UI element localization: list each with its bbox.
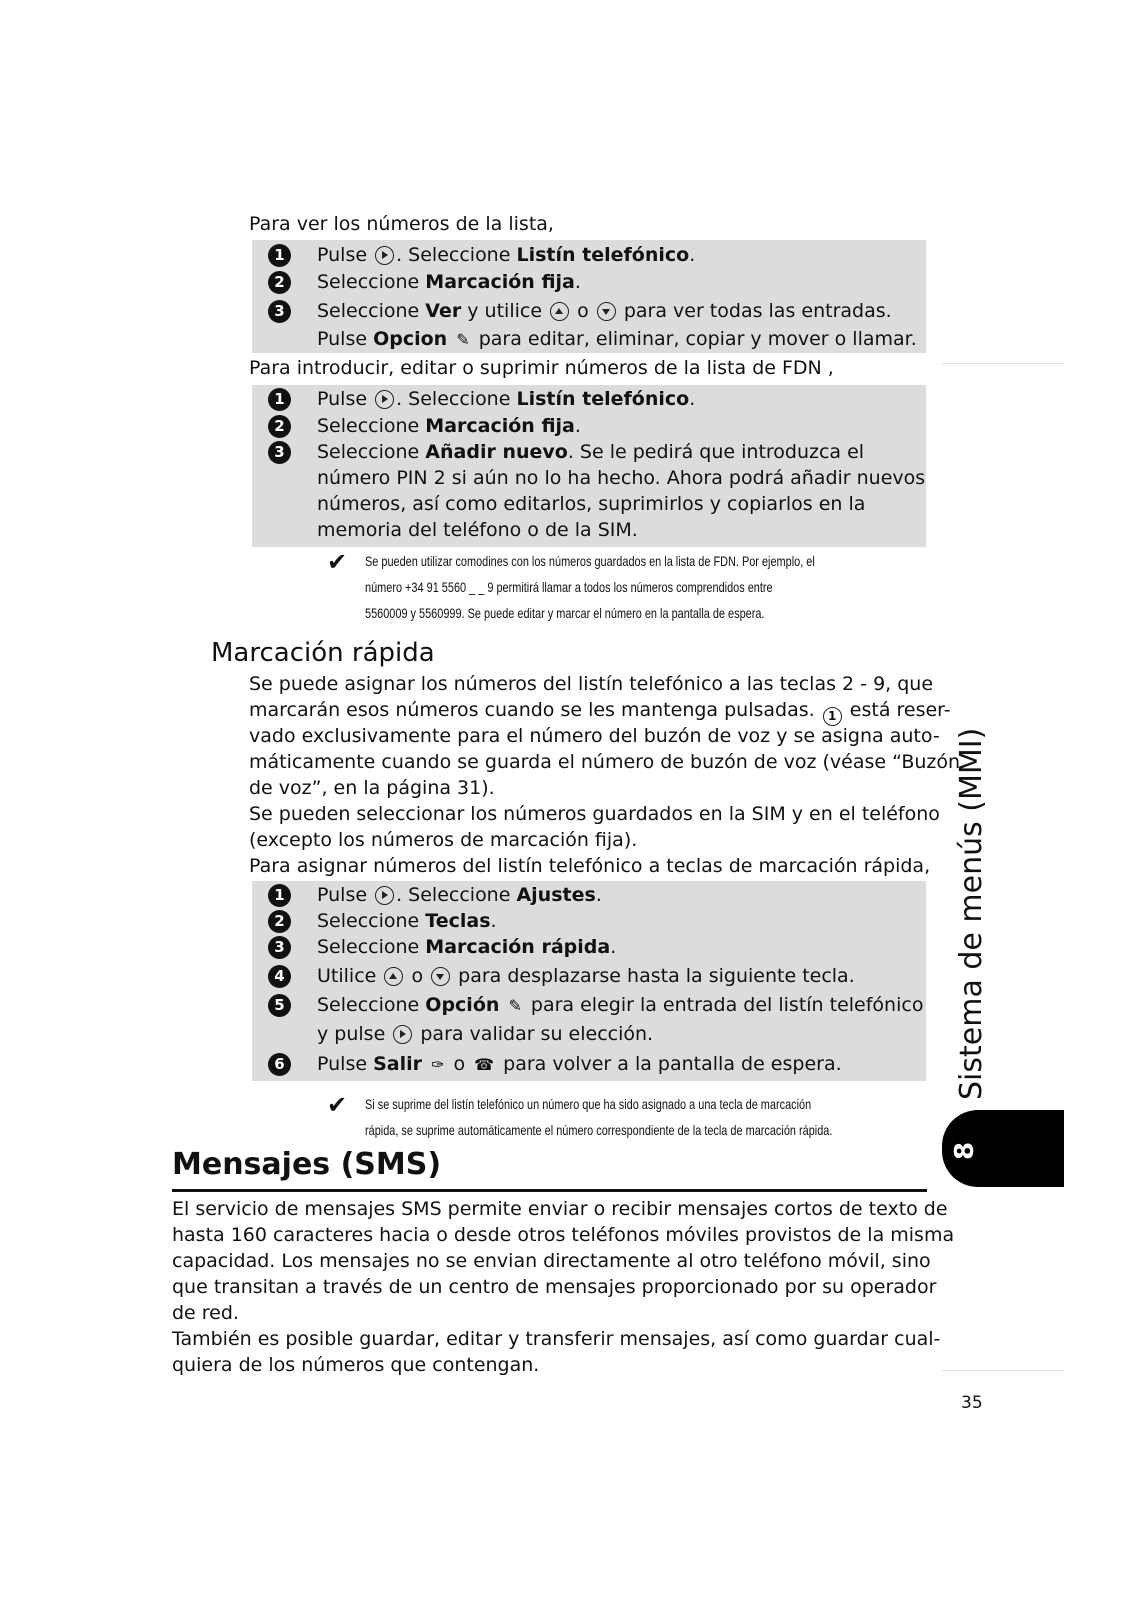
fdn-note-line-3: 5560009 y 5560999. Se puede editar y marcar el número en la pantalla de espera. bbox=[365, 605, 765, 621]
speed-dial-p1-l3: vado exclusivamente para el número del buzón de voz y se asigna auto- bbox=[249, 725, 940, 747]
nav-right-key-icon bbox=[375, 390, 394, 409]
soft-key-left-icon: ✎ bbox=[456, 330, 470, 349]
speed-dial-p2-l1: Se pueden seleccionar los números guardados en la SIM y en el teléfono bbox=[249, 803, 940, 825]
sms-line-5: de red. bbox=[172, 1302, 239, 1324]
step-number: 1 bbox=[268, 388, 291, 411]
nav-right-key-icon bbox=[393, 1025, 412, 1044]
step-number: 1 bbox=[268, 884, 291, 907]
page-number: 35 bbox=[961, 1393, 983, 1413]
speed-dial-steps: 1 Pulse . Seleccione Ajustes. 2 Seleccione Teclas. 3 Seleccione Marcación rápida. 4 Utilice o para desplazarse hasta la siguiente tecla. 5 Seleccione Opción ✎ para elegir la entrada del listín telefónico y pulse para validar su elección. 6 Pulse Salir ✑ o ☎ para volver a la pantalla de espera. bbox=[252, 881, 926, 1081]
nav-right-key-icon bbox=[375, 246, 394, 265]
sms-line-4: que transitan a través de un centro de mensajes proporcionado por su operador bbox=[172, 1276, 937, 1298]
fdn-edit-intro: Para introducir, editar o suprimir números de la lista de FDN , bbox=[249, 357, 834, 379]
speed-dial-p1-l5: de voz”, en la página 31). bbox=[249, 777, 495, 799]
chapter-tab bbox=[942, 1110, 1064, 1187]
nav-up-key-icon bbox=[384, 967, 403, 986]
step-number: 2 bbox=[268, 415, 291, 438]
step-number: 2 bbox=[268, 910, 291, 933]
fdn-edit-steps: 1 Pulse . Seleccione Listín telefónico. 2 Seleccione Marcación fija. 3 Seleccione Añadir nuevo. Se le pedirá que introduzca el número PIN 2 si aún no lo ha hecho. Ahora podrá añadir nuevos números, así como editarlos, suprimirlos y copiarlos en la memoria del teléfono o de la SIM. bbox=[252, 385, 926, 547]
step-number: 2 bbox=[268, 271, 291, 294]
step-number: 1 bbox=[268, 244, 291, 267]
section-heading-speed-dial: Marcación rápida bbox=[211, 638, 435, 668]
key-1-icon: 1 bbox=[823, 707, 842, 726]
fdn-view-intro: Para ver los números de la lista, bbox=[249, 213, 554, 235]
speed-dial-p1-l4: máticamente cuando se guarda el número de buzón de voz (véase “Buzón bbox=[249, 751, 961, 773]
step-number: 4 bbox=[268, 965, 291, 988]
sms-line-7: quiera de los números que contengan. bbox=[172, 1354, 540, 1376]
step-number: 3 bbox=[268, 441, 291, 464]
step-number: 6 bbox=[268, 1053, 291, 1076]
nav-up-key-icon bbox=[550, 302, 569, 321]
step-number: 3 bbox=[268, 300, 291, 323]
chapter-title: Sistema de menús (MMI) bbox=[954, 727, 989, 1100]
speed-dial-note-line-2: rápida, se suprime automáticamente el número correspondiente de la tecla de marcación rápida. bbox=[365, 1122, 833, 1138]
fdn-view-steps: 1 Pulse . Seleccione Listín telefónico. 2 Seleccione Marcación fija. 3 Seleccione Ver y utilice o para ver todas las entradas. Pulse Opcion ✎ para editar, eliminar, copiar y mover o llamar. bbox=[252, 240, 926, 353]
speed-dial-p1-l1: Se puede asignar los números del listín telefónico a las teclas 2 - 9, que bbox=[249, 673, 934, 695]
heading-rule bbox=[172, 1189, 927, 1192]
section-heading-sms: Mensajes (SMS) bbox=[172, 1147, 442, 1182]
sms-line-3: capacidad. Los mensajes no se envian directamente al otro teléfono móvil, sino bbox=[172, 1250, 931, 1272]
step-number: 3 bbox=[268, 936, 291, 959]
nav-down-key-icon bbox=[597, 302, 616, 321]
checkmark-icon: ✔ bbox=[327, 1091, 348, 1119]
speed-dial-p2-l2: (excepto los números de marcación fija). bbox=[249, 829, 638, 851]
sms-line-1: El servicio de mensajes SMS permite enviar o recibir mensajes cortos de texto de bbox=[172, 1198, 948, 1220]
soft-key-right-icon: ✑ bbox=[431, 1055, 445, 1074]
step-number: 5 bbox=[268, 994, 291, 1017]
chapter-number: 8 bbox=[950, 1141, 981, 1161]
sidebar-divider bbox=[942, 363, 1064, 364]
sms-line-6: También es posible guardar, editar y transferir mensajes, así como guardar cual- bbox=[172, 1328, 941, 1350]
sms-line-2: hasta 160 caracteres hacia o desde otros teléfonos móviles provistos de la misma bbox=[172, 1224, 955, 1246]
speed-dial-note-line-1: Si se suprime del listín telefónico un número que ha sido asignado a una tecla de marcación bbox=[365, 1096, 812, 1112]
speed-dial-intro: Para asignar números del listín telefónico a teclas de marcación rápida, bbox=[249, 855, 931, 877]
nav-down-key-icon bbox=[431, 967, 450, 986]
nav-right-key-icon bbox=[375, 886, 394, 905]
sidebar-divider bbox=[942, 1370, 1064, 1371]
end-call-key-icon: ☎ bbox=[474, 1055, 495, 1074]
fdn-note-line-2: número +34 91 5560 _ _ 9 permitirá llamar a todos los números comprendidos entre bbox=[365, 579, 773, 595]
checkmark-icon: ✔ bbox=[327, 548, 348, 576]
soft-key-left-icon: ✎ bbox=[508, 996, 522, 1015]
speed-dial-p1-l2: marcarán esos números cuando se les mantenga pulsadas. 1 está reser- bbox=[249, 697, 951, 726]
fdn-note-line-1: Se pueden utilizar comodines con los números guardados en la lista de FDN. Por ejemplo, el bbox=[365, 553, 815, 569]
